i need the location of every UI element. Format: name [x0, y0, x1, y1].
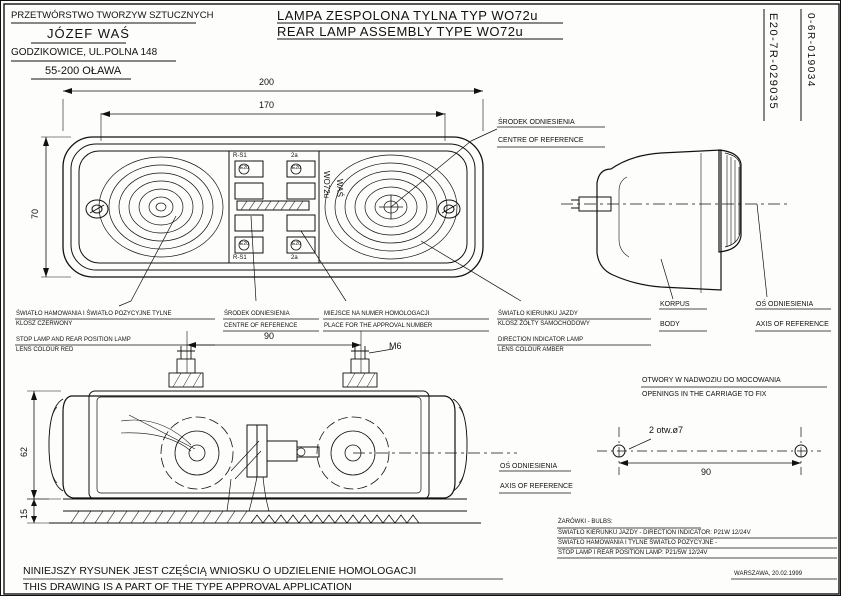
label-stop-lamp-pl1: ŚWIATŁO HAMOWANIA I ŚWIATŁO POZYCYJNE TYLNE	[16, 311, 172, 317]
lens-mark-right-top: 2a	[291, 153, 298, 159]
drawing-vector-layer	[1, 1, 841, 596]
e-mark-2: E20	[292, 165, 301, 171]
lens-mark-right-bottom: 2a	[291, 255, 298, 261]
approval-code: E20-7R-029035	[767, 13, 779, 111]
label-axis-ref-mid-en: AXIS OF REFERENCE	[500, 483, 573, 490]
manufacturer-city: 55-200 OŁAWA	[45, 65, 122, 77]
manufacturer-line-1: PRZETWÓRSTWO TWORZYW SZTUCZNYCH	[11, 10, 214, 21]
label-centre-of-reference-pl: ŚRODEK ODNIESIENIA	[498, 119, 575, 126]
label-mounting-holes-pl: OTWORY W NADWOZIU DO MOCOWANIA	[642, 377, 781, 384]
dimension-62: 62	[19, 446, 29, 457]
drawing-title-pl: LAMPA ZESPOLONA TYLNA TYP WO72u	[277, 8, 538, 23]
dimension-170: 170	[259, 100, 275, 110]
bulbs-note-row-3: STOP LAMP I REAR POSITION LAMP: P21/5W 12/24V	[558, 550, 708, 556]
label-centre-ref-bottom-en: CENTRE OF REFERENCE	[224, 323, 298, 329]
label-mounting-holes-en: OPENINGS IN THE CARRIAGE TO FIX	[642, 391, 767, 398]
bulbs-note-row-1: ŚWIATŁO KIERUNKU JAZDY - DIRECTION INDICATOR: P21W 12/24V	[558, 530, 751, 536]
lens-mark-left-bottom: R-S1	[233, 255, 247, 261]
label-stop-lamp-en1: STOP LAMP AND REAR POSITION LAMP	[16, 337, 131, 343]
place-and-date: WARSZAWA, 20.02.1999	[734, 571, 803, 577]
label-axis-ref-mid-pl: OŚ ODNIESIENIA	[500, 463, 558, 470]
label-direction-indicator-pl2: KLOSZ ŻÓŁTY SAMOCHODOWY	[498, 321, 590, 327]
dimension-90-mid: 90	[264, 331, 275, 341]
label-stop-lamp-en2: LENS COLOUR RED	[16, 347, 74, 353]
label-centre-of-reference-en: CENTRE OF REFERENCE	[498, 137, 584, 144]
dimension-90-holes: 90	[701, 467, 712, 477]
label-centre-ref-bottom-pl: ŚRODEK ODNIESIENIA	[224, 311, 290, 317]
label-approval-space-en: PLACE FOR THE APPROVAL NUMBER	[324, 323, 433, 329]
label-body-en: BODY	[660, 321, 680, 328]
label-direction-indicator-en1: DIRECTION INDICATOR LAMP	[498, 337, 584, 343]
dimension-70: 70	[30, 208, 40, 219]
label-approval-space-pl: MIEJSCE NA NUMER HOMOLOGACJI	[324, 311, 430, 317]
manufacturer-address: GODZIKOWICE, UL.POLNA 148	[11, 47, 158, 58]
manufacturer-name: JÓZEF WAŚ	[47, 26, 130, 41]
dimension-200: 200	[259, 77, 275, 87]
dimension-m6: M6	[389, 341, 402, 351]
dimension-hole-note: 2 otw.ø7	[649, 425, 684, 435]
label-axis-ref-right-pl: OŚ ODNIESIENIA	[756, 301, 814, 308]
footer-line-en: THIS DRAWING IS A PART OF THE TYPE APPROVAL APPLICATION	[23, 581, 352, 593]
e-mark-1: E20	[240, 165, 249, 171]
e-mark-4: E20	[292, 241, 301, 247]
label-body-pl: KORPUS	[660, 301, 690, 308]
type-mark: WO72u	[322, 171, 331, 199]
e-mark-3: E20	[240, 241, 249, 247]
document-code: 0-6R-019034	[805, 13, 816, 88]
label-axis-ref-right-en: AXIS OF REFERENCE	[756, 321, 829, 328]
label-direction-indicator-pl1: ŚWIATŁO KIERUNKU JAZDY	[498, 311, 578, 317]
label-stop-lamp-pl2: KLOSZ CZERWONY	[16, 321, 73, 327]
lens-mark-left-top: R-S1	[233, 153, 247, 159]
dimension-15: 15	[19, 508, 29, 519]
bulbs-note-header: ŻARÓWKI - BULBS:	[558, 519, 613, 525]
drawing-title-en: REAR LAMP ASSEMBLY TYPE WO72u	[277, 24, 524, 39]
footer-line-pl: NINIEJSZY RYSUNEK JEST CZĘŚCIĄ WNIOSKU O UDZIELENIE HOMOLOGACJI	[23, 565, 417, 577]
label-direction-indicator-en2: LENS COLOUR AMBER	[498, 347, 564, 353]
bulbs-note-row-2: ŚWIATŁO HAMOWANIA I TYLNE ŚWIATŁO POZYCYJNE -	[558, 540, 718, 546]
brand-mark: WAŚ	[335, 179, 344, 197]
